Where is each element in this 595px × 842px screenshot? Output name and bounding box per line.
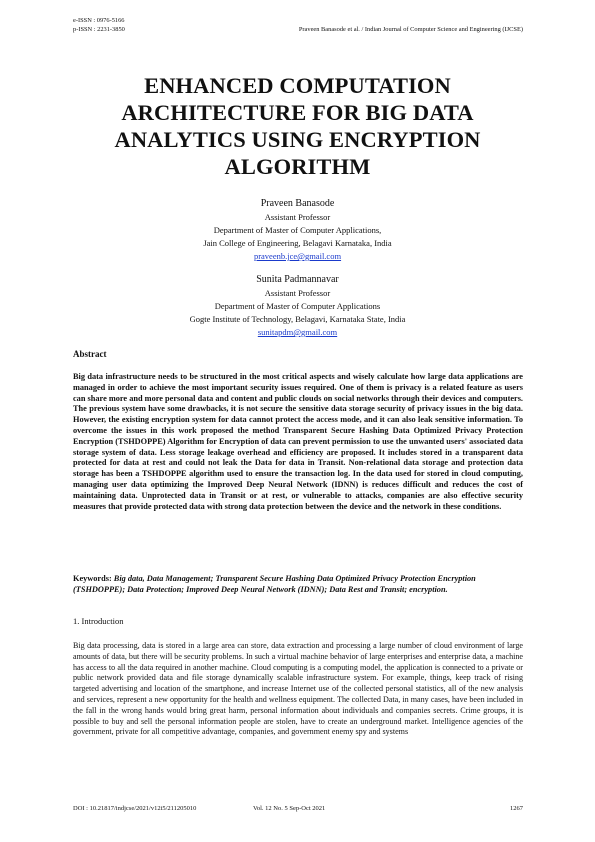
author-department: Department of Master of Computer Applications <box>214 301 381 311</box>
footer-volume: Vol. 12 No. 5 Sep-Oct 2021 <box>253 805 326 812</box>
paper-title: ENHANCED COMPUTATION ARCHITECTURE FOR BIG DATA ANALYTICS USING ENCRYPTION ALGORITHM <box>114 73 481 179</box>
author-name: Sunita Padmannavar <box>256 274 339 285</box>
pissn: p-ISSN : 2231-3850 <box>73 25 125 33</box>
keywords <box>73 573 523 595</box>
author-block-2 <box>0 272 595 339</box>
section-heading-introduction: 1. Introduction <box>73 616 124 626</box>
author-email-link[interactable]: sunitapdm@gmail.com <box>257 327 338 337</box>
author-department: Department of Master of Computer Applications, <box>213 225 382 235</box>
introduction-text: Big data processing, data is stored in a large area can store, data extraction and processing a large number of cloud environment of large amounts of data, but there will be security problems. In such a virtual machine behavior of large enterprises and enterprise data, a machine has access to all the data required in another machine. Cloud computing is a computing model, the application is connected to a private or public network provided data and file storage dynamically scalable infrastructure system. For example, things, keep track of rising targeted advertising and location of the smartphone, and increase Internet use of the collected personal statistics, all of the new analysis and services, represent a new opportunity for the health and wellness equipment. The collected Data, in many cases, have been included in the fall in the wrong hands would bring great harm, personal information about individuals and companies secrets. Crime groups, it is possible to buy and sell the personal information people are stolen, have to create an underground market. Intelligence agencies of the government, private for all competitive advantage, companies, and government enemy spy and systems <box>73 641 523 737</box>
issn-block <box>73 17 125 34</box>
eissn: e-ISSN : 0976-5166 <box>73 17 125 24</box>
running-title: Praveen Banasode et al. / Indian Journal of Computer Science and Engineering (IJCSE) <box>298 26 523 33</box>
page-number: 1267 <box>510 805 523 812</box>
author-position: Assistant Professor <box>264 212 331 222</box>
keywords-label: Keywords: <box>73 574 112 583</box>
footer-doi: DOI : 10.21817/indjcse/2021/v12i5/211205010 <box>73 805 197 812</box>
author-name: Praveen Banasode <box>260 198 335 209</box>
author-institution: Gogte Institute of Technology, Belagavi, Karnataka State, India <box>189 314 406 324</box>
author-email-link[interactable]: praveenb.jce@gmail.com <box>253 251 342 261</box>
abstract-heading: Abstract <box>73 349 107 359</box>
keywords-text: Big data, Data Management; Transparent Secure Hashing Data Optimized Privacy Protection Encryption (TSHDOPPE); Data Protection; Improved Deep Neural Network (IDNN); Data Rest and Transit; encryption. <box>73 574 476 594</box>
author-position: Assistant Professor <box>264 288 331 298</box>
author-block-1 <box>0 196 595 263</box>
abstract-text: Big data infrastructure needs to be structured in the most critical aspects and wisely calculate how large data applications are managed in order to achieve the most important security issues required. One of them is privacy is a related feature as users can share more and more personal data and content and public clouds on social networks through their devices and computers. The previous system have some drawbacks, it is not secure the sensitive data storage security of privacy issues in the big data. However, the existing encryption system for data cannot protect the access mode, and it can also leak sensitive information. To overcome the issues in this work proposed the method Transparent Secure Hashing Data Optimized Privacy Protection Encryption (TSHDOPPE) Algorithm for Encryption of data can prevent permission to use the unwanted users' associated data storage system of data. Less storage leakage overhead and efficiency are proposed. It includes stored in a transparent data protected for data at rest and could not leak the Data for data in Transit. Non-relational data storage and protection data storage has been a TSHDOPPE algorithm used to ensure the transaction log. In the data used for stored in cloud computing, managing user data optimizing the Improved Deep Neural Network (IDNN) is reduces difficult and reduces the cost of maintaining data. Unprotected data in Transit or at rest, or vulnerable to attacks, companies are also effective security measures that provide protected data with strong data protection between the device and the network in these conditions. <box>73 372 523 511</box>
author-institution: Jain College of Engineering, Belagavi Karnataka, India <box>203 238 392 248</box>
